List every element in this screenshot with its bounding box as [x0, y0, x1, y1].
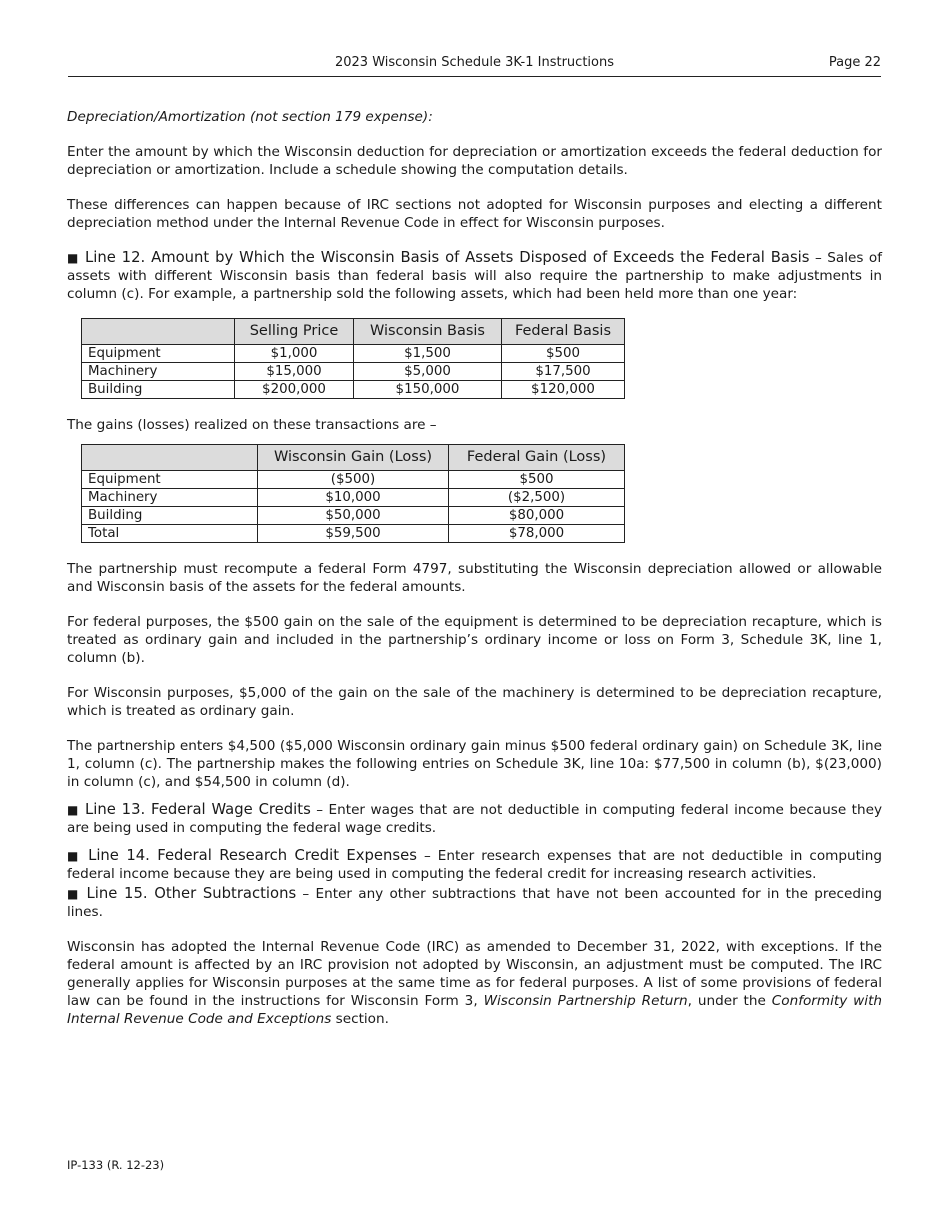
section-reference: Conformity with Internal Revenue Code and Exceptions	[67, 993, 883, 1027]
table-cell: $17,500	[502, 363, 625, 381]
table-cell: $500	[502, 345, 625, 363]
paragraph-irc-conformity	[67, 938, 882, 1028]
paragraph-partnership-entries: The partnership enters $4,500 ($5,000 Wisconsin ordinary gain minus $500 federal ordinary gain) on Schedule 3K, line 1, column (c). The partnership makes the following entries on Schedule 3K, line 10a: $77,500 in column (b), $(23,000) in column (c), and $54,500 in column (d).	[67, 738, 882, 790]
form-number: IP-133 (R. 12-23)	[67, 1158, 165, 1172]
bullet-icon: ■	[67, 251, 80, 265]
table-row	[82, 381, 625, 399]
page-header	[68, 54, 881, 77]
page-number: Page 22	[828, 55, 881, 70]
table-cell: Machinery	[82, 489, 258, 507]
table-row	[82, 345, 625, 363]
line-14	[67, 847, 882, 883]
table-cell: $5,000	[354, 363, 502, 381]
table-row	[82, 471, 625, 489]
table-cell: $1,000	[235, 345, 354, 363]
table-header-row	[82, 319, 625, 345]
gains-intro: The gains (losses) realized on these transactions are –	[67, 417, 437, 433]
line-12-heading: Line 12. Amount by Which the Wisconsin Basis of Assets Disposed of Exceeds the Federal Basis	[84, 249, 810, 266]
table-cell: $200,000	[235, 381, 354, 399]
table-cell: $50,000	[258, 507, 449, 525]
table-header-cell: Wisconsin Gain (Loss)	[258, 445, 449, 471]
line-15-text: – Enter any other subtractions that have not been accounted for in the preceding lines.	[67, 886, 882, 920]
line-15	[67, 885, 882, 921]
table-cell: $59,500	[258, 525, 449, 543]
irc-text: , under the	[687, 993, 772, 1009]
bullet-icon: ■	[67, 849, 82, 863]
section-heading: Depreciation/Amortization (not section 179 expense):	[67, 109, 433, 125]
paragraph-wisconsin-purposes: For Wisconsin purposes, $5,000 of the gain on the sale of the machinery is determined to be depreciation recapture, which is treated as ordinary gain.	[67, 685, 882, 719]
line-13	[67, 801, 882, 837]
table-header-cell: Federal Gain (Loss)	[449, 445, 625, 471]
table-header-cell: Selling Price	[235, 319, 354, 345]
line-12-text: – Sales of assets with different Wisconsin basis than federal basis will also require the partnership to make adjustments in column (c). For example, a partnership sold the following assets, which had been held more than one year:	[67, 250, 883, 302]
page-content	[67, 108, 882, 1028]
bullet-icon: ■	[67, 803, 80, 817]
line-15-heading: Line 15. Other Subtractions	[86, 885, 297, 902]
table-cell: $120,000	[502, 381, 625, 399]
table-header-cell	[82, 445, 258, 471]
table-cell: $78,000	[449, 525, 625, 543]
paragraph-federal-purposes: For federal purposes, the $500 gain on the sale of the equipment is determined to be depreciation recapture, which is treated as ordinary gain and included in the partnership’s ordinary income or loss on Form 3, Schedule 3K, line 1, column (b).	[67, 614, 882, 666]
line-12	[67, 249, 882, 303]
table-cell: Equipment	[82, 345, 235, 363]
irc-text: section.	[331, 1011, 389, 1027]
document-title: 2023 Wisconsin Schedule 3K-1 Instructions	[334, 55, 614, 70]
line-14-text: – Enter research expenses that are not deductible in computing federal income because they are being used in computing the federal credit for increasing research activities.	[67, 848, 883, 882]
table-cell: Equipment	[82, 471, 258, 489]
line-13-text: – Enter wages that are not deductible in computing federal income because they are being used in computing the federal wage credits.	[67, 802, 883, 836]
table-row	[82, 507, 625, 525]
table-cell: Total	[82, 525, 258, 543]
gains-table	[81, 444, 625, 543]
assets-sold-table	[81, 318, 625, 399]
table-cell: Building	[82, 381, 235, 399]
table-header-cell: Wisconsin Basis	[354, 319, 502, 345]
table-cell: Building	[82, 507, 258, 525]
paragraph-depreciation-intro: Enter the amount by which the Wisconsin deduction for depreciation or amortization exceeds the federal deduction for depreciation or amortization. Include a schedule showing the computation details.	[67, 144, 882, 178]
table-row	[82, 489, 625, 507]
table-cell: $80,000	[449, 507, 625, 525]
table-cell: Machinery	[82, 363, 235, 381]
line-14-heading: Line 14. Federal Research Credit Expenses	[88, 847, 417, 864]
table-header-cell	[82, 319, 235, 345]
form-title-reference: Wisconsin Partnership Return	[483, 993, 688, 1009]
table-header-row	[82, 445, 625, 471]
irc-text: Wisconsin has adopted the Internal Revenue Code (IRC) as amended to December 31, 2022, with exceptions. If the federal amount is affected by an IRC provision not adopted by Wisconsin, an adjustment must be computed. The IRC generally applies for Wisconsin purposes at the same time as for federal purposes. A list of some provisions of federal law can be found in the instructions for Wisconsin Form 3,	[67, 939, 882, 1009]
bullet-icon: ■	[67, 887, 81, 901]
paragraph-form-4797: The partnership must recompute a federal Form 4797, substituting the Wisconsin depreciation allowed or allowable and Wisconsin basis of the assets for the federal amounts.	[67, 561, 882, 595]
table-cell: $15,000	[235, 363, 354, 381]
line-13-heading: Line 13. Federal Wage Credits	[84, 801, 311, 818]
table-row	[82, 525, 625, 543]
paragraph-differences: These differences can happen because of IRC sections not adopted for Wisconsin purposes and electing a different depreciation method under the Internal Revenue Code in effect for Wisconsin purposes.	[67, 197, 882, 231]
table-cell: ($2,500)	[449, 489, 625, 507]
table-row	[82, 363, 625, 381]
table-cell: $10,000	[258, 489, 449, 507]
table-cell: $150,000	[354, 381, 502, 399]
table-header-cell: Federal Basis	[502, 319, 625, 345]
table-cell: ($500)	[258, 471, 449, 489]
table-cell: $1,500	[354, 345, 502, 363]
table-cell: $500	[449, 471, 625, 489]
